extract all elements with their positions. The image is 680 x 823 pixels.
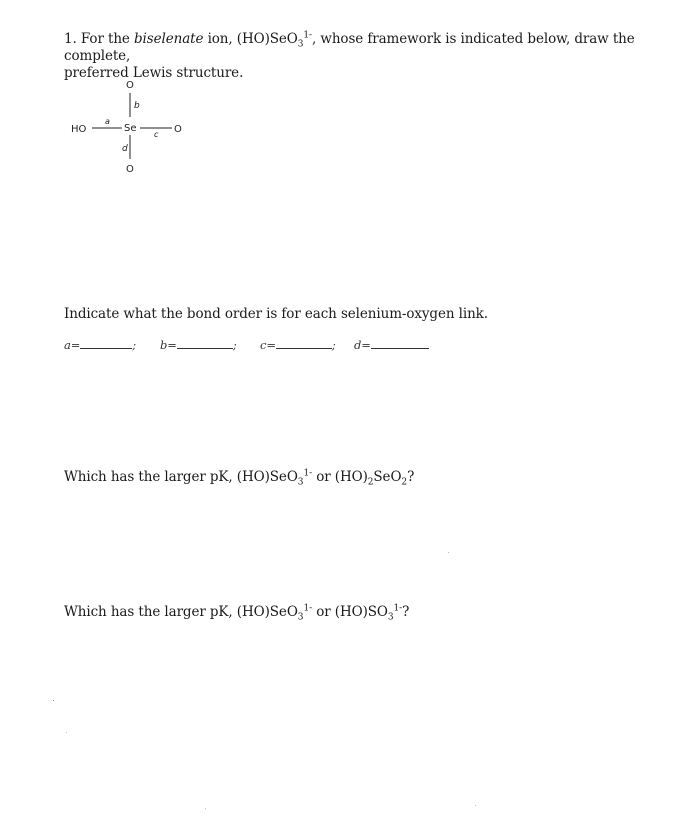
biselenate-term: biselenate	[134, 31, 204, 47]
separator: ;	[331, 338, 336, 352]
separator: ;	[232, 338, 237, 352]
answer-a-blank[interactable]	[80, 338, 132, 349]
subscript: 2	[401, 477, 408, 488]
scan-speck	[53, 700, 54, 701]
label-c: c	[154, 130, 159, 139]
pk-question-2-text: Which has the larger pK, (HO)SeO	[64, 604, 298, 620]
answer-d	[354, 338, 429, 352]
pk-question-1-mid2: SeO	[373, 469, 402, 485]
framework-diagram	[60, 75, 200, 185]
question-1-line-2: preferred Lewis structure.	[64, 65, 244, 81]
scan-speck	[475, 805, 476, 806]
question-1-text-c: , whose framework is indicated below, draw the complete,	[64, 31, 635, 64]
selenium-atom: Se	[124, 123, 137, 134]
answer-b-label: b=	[160, 338, 177, 352]
bond-order-prompt: Indicate what the bond order is for each selenium-oxygen link.	[64, 306, 488, 322]
pk-question-1	[64, 469, 624, 486]
oxygen-bottom: O	[126, 164, 134, 175]
answer-a	[64, 338, 136, 352]
subscript: 3	[297, 612, 304, 623]
scan-speck	[448, 552, 449, 553]
subscript: 3	[297, 39, 304, 50]
label-d: d	[122, 144, 128, 154]
hydroxyl-ho: HO	[71, 124, 87, 135]
superscript: 1-	[303, 468, 313, 479]
oxygen-right: O	[174, 124, 182, 135]
answer-c-blank[interactable]	[276, 338, 332, 349]
subscript: 3	[297, 477, 304, 488]
oxygen-top: O	[126, 80, 134, 91]
label-b: b	[134, 101, 140, 111]
question-number: 1.	[64, 31, 77, 47]
scan-speck	[66, 732, 67, 733]
answer-c-label: c=	[260, 338, 276, 352]
answer-d-label: d=	[354, 338, 371, 352]
answer-c	[260, 338, 336, 352]
superscript: 1-	[303, 30, 312, 41]
question-1-text-b: ion, (HO)SeO	[207, 31, 298, 47]
answer-a-label: a=	[64, 338, 81, 352]
pk-question-1-mid: or (HO)	[312, 469, 368, 485]
scan-speck	[205, 808, 206, 809]
question-1-text-a: For the	[80, 31, 130, 47]
pk-question-2-mid: or (HO)SO	[312, 604, 388, 620]
subscript: 2	[367, 477, 374, 488]
question-mark: ?	[407, 469, 415, 485]
separator: ;	[132, 338, 137, 352]
superscript: 1-	[393, 603, 403, 614]
subscript: 3	[387, 612, 394, 623]
label-a: a	[105, 117, 110, 126]
answer-b-blank[interactable]	[177, 338, 233, 349]
superscript: 1-	[303, 603, 313, 614]
answer-b	[160, 338, 237, 352]
question-mark: ?	[402, 604, 410, 620]
answer-d-blank[interactable]	[371, 338, 429, 349]
pk-question-2	[64, 604, 624, 621]
pk-question-1-text: Which has the larger pK, (HO)SeO	[64, 469, 298, 485]
